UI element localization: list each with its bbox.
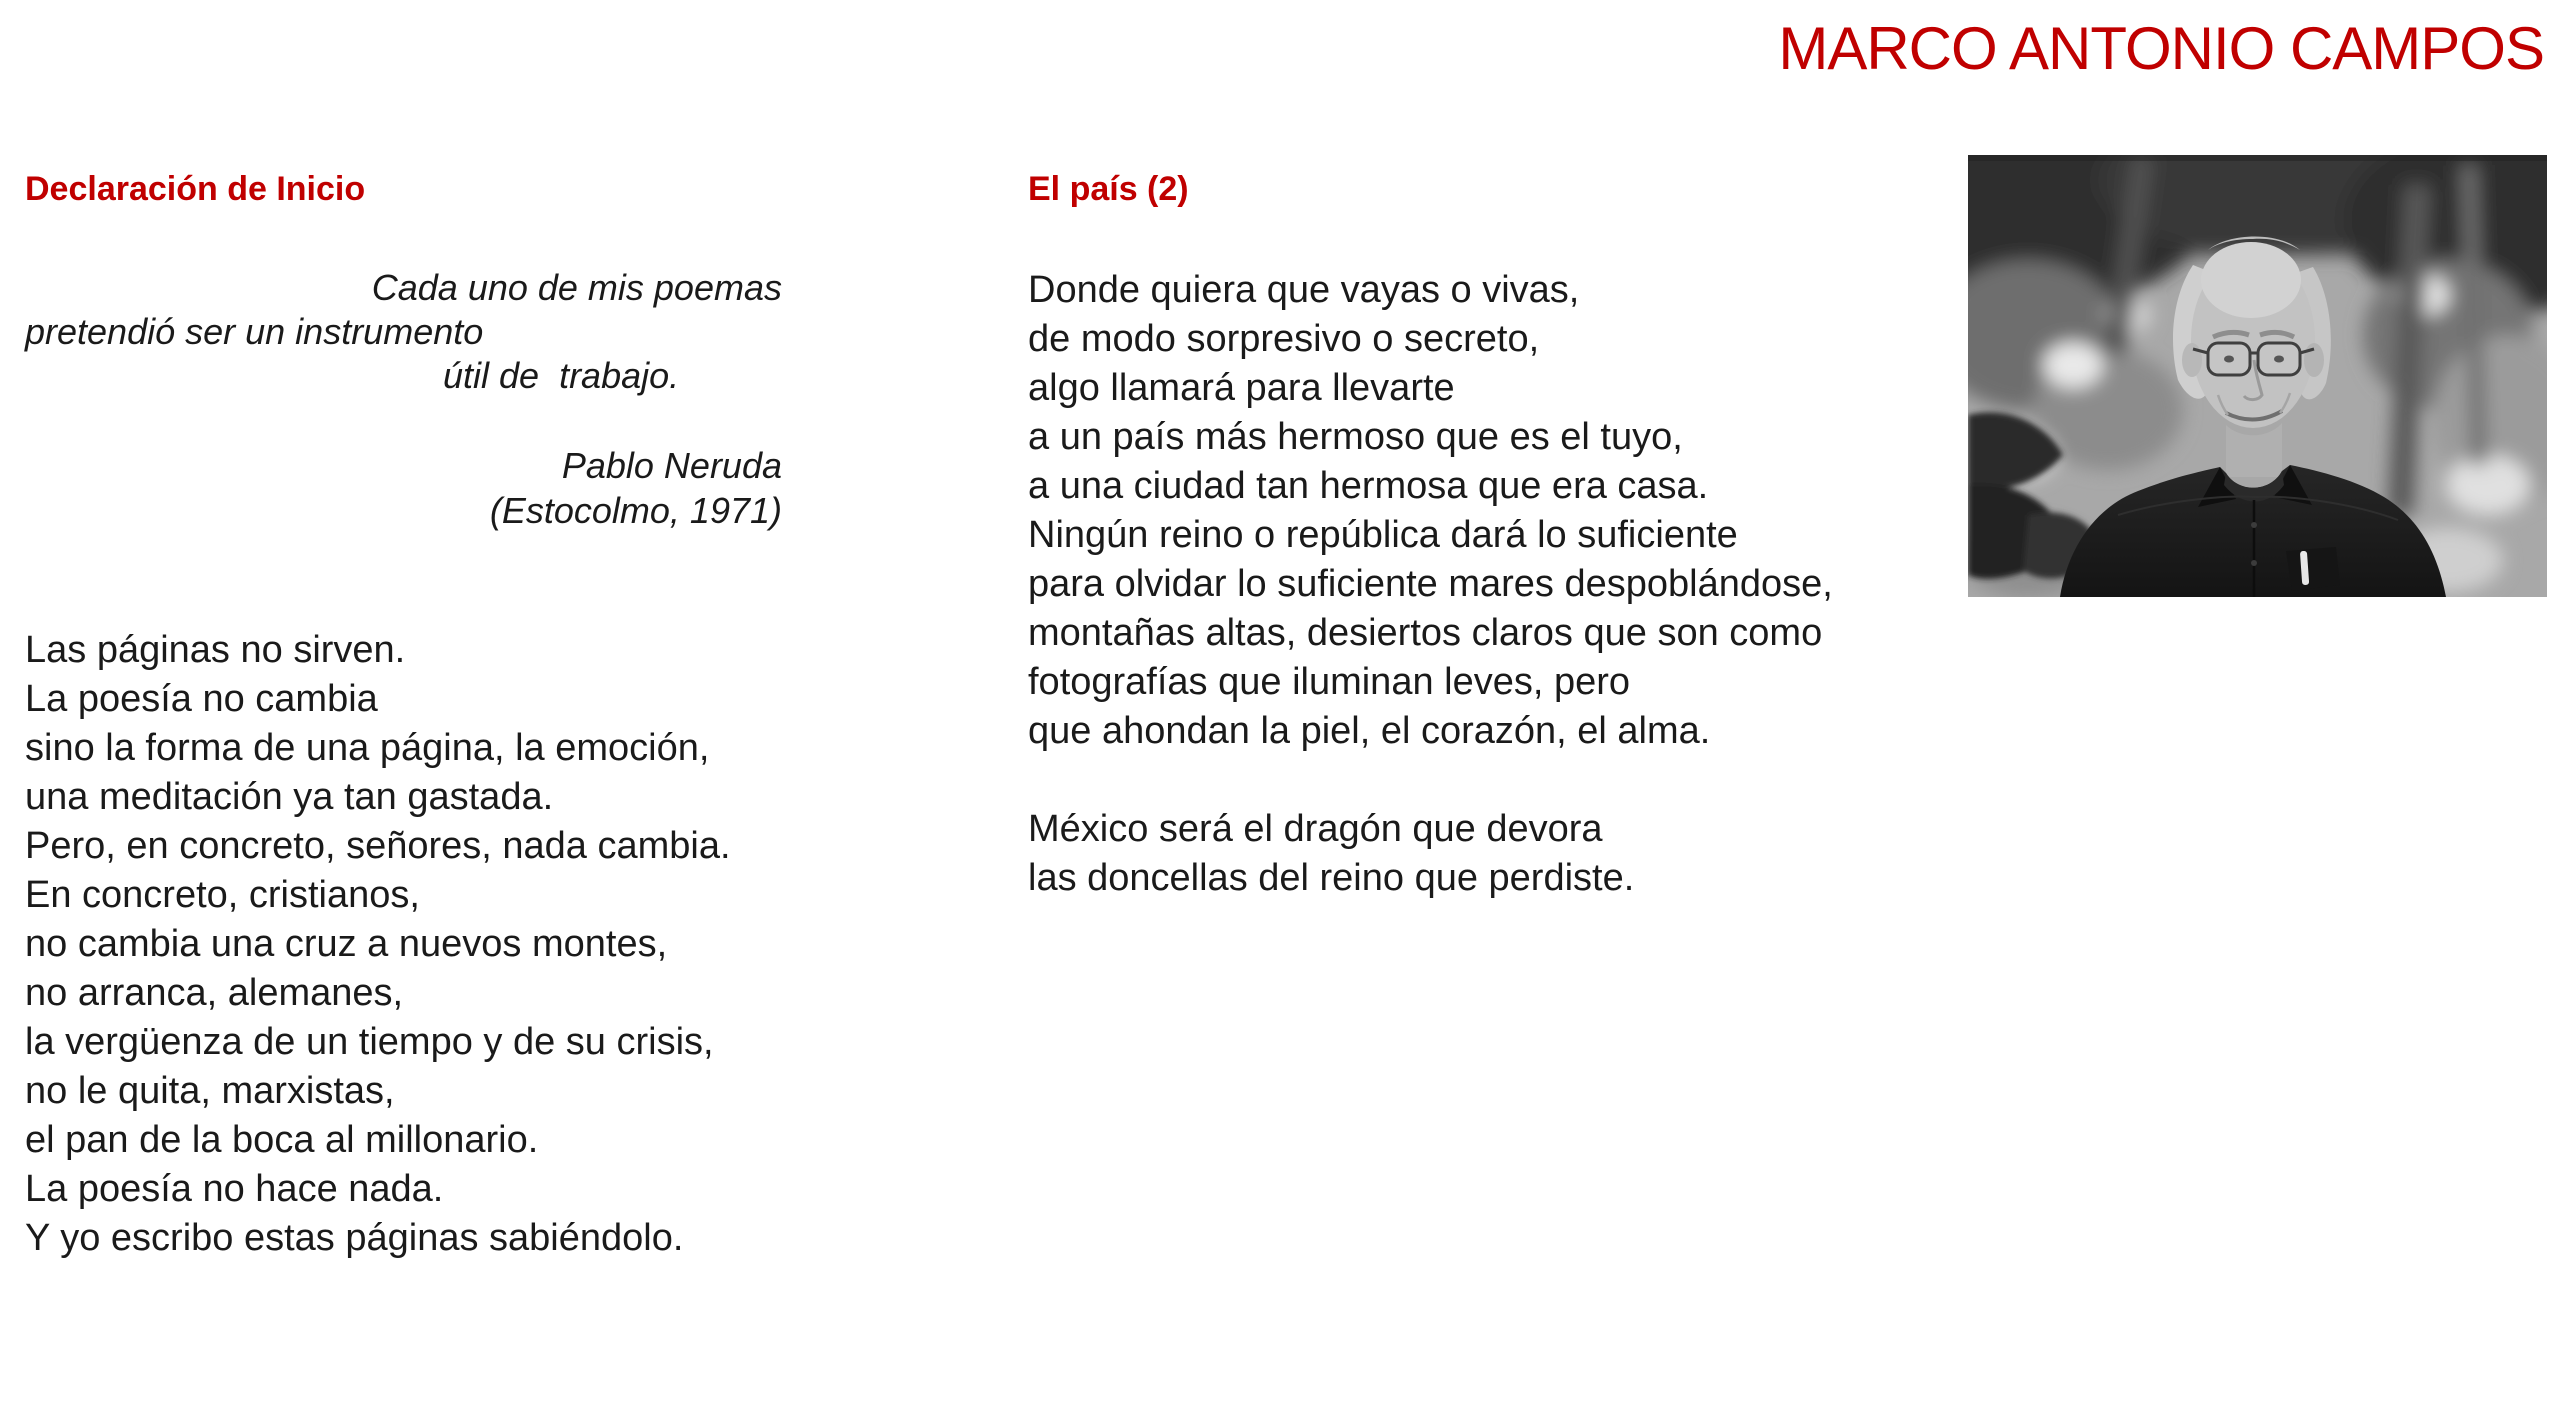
poem-line: las doncellas del reino que perdiste.: [1028, 857, 1635, 899]
poem-line: México será el dragón que devora: [1028, 808, 1603, 850]
poem-line: fotografías que iluminan leves, pero: [1028, 661, 1631, 703]
poem-line: el pan de la boca al millonario.: [25, 1119, 539, 1161]
poem-line: que ahondan la piel, el corazón, el alma.: [1028, 710, 1711, 752]
epigraph-line: pretendió ser un instrumento: [25, 311, 484, 352]
poem-line: Pero, en concreto, señores, nada cambia.: [25, 825, 731, 867]
poem-line: Donde quiera que vayas o vivas,: [1028, 269, 1580, 311]
attribution-line: (Estocolmo, 1971): [489, 490, 782, 531]
left-poem-body: [25, 626, 731, 1263]
poet-photo: [1968, 155, 2547, 597]
poem-line: Y yo escribo estas páginas sabiéndolo.: [25, 1217, 684, 1259]
right-poem-stanza-1: [1028, 266, 1833, 756]
poem-line: la vergüenza de un tiempo y de su crisis,: [25, 1021, 714, 1063]
poem-line: montañas altas, desiertos claros que son como: [1028, 612, 1823, 654]
poem-line: Las páginas no sirven.: [25, 629, 406, 671]
poem-line: para olvidar lo suficiente mares despoblándose,: [1028, 563, 1833, 605]
poem-line: no cambia una cruz a nuevos montes,: [25, 923, 668, 965]
epigraph-attribution: [25, 443, 782, 533]
poem-line: La poesía no cambia: [25, 678, 378, 720]
poem-line: sino la forma de una página, la emoción,: [25, 727, 710, 769]
poem-line: La poesía no hace nada.: [25, 1168, 444, 1210]
right-poem-heading: El país (2): [1028, 170, 1189, 208]
poem-line: a una ciudad tan hermosa que era casa.: [1028, 465, 1709, 507]
poet-photo-image: [1968, 155, 2547, 597]
attribution-line: Pablo Neruda: [561, 445, 782, 486]
epigraph-line: Cada uno de mis poemas: [371, 267, 782, 308]
epigraph: [25, 266, 782, 398]
right-poem-stanza-2: [1028, 805, 1634, 903]
poem-line: Ningún reino o república dará lo suficiente: [1028, 514, 1738, 556]
left-poem-heading: Declaración de Inicio: [25, 170, 366, 208]
poem-line: de modo sorpresivo o secreto,: [1028, 318, 1540, 360]
poem-line: algo llamará para llevarte: [1028, 367, 1455, 409]
poem-line: no le quita, marxistas,: [25, 1070, 395, 1112]
poem-line: En concreto, cristianos,: [25, 874, 420, 916]
poem-line: a un país más hermoso que es el tuyo,: [1028, 416, 1683, 458]
page-title: MARCO ANTONIO CAMPOS: [1778, 15, 2544, 82]
poem-line: una meditación ya tan gastada.: [25, 776, 554, 818]
poem-line: no arranca, alemanes,: [25, 972, 404, 1014]
epigraph-line: útil de trabajo.: [443, 355, 680, 396]
